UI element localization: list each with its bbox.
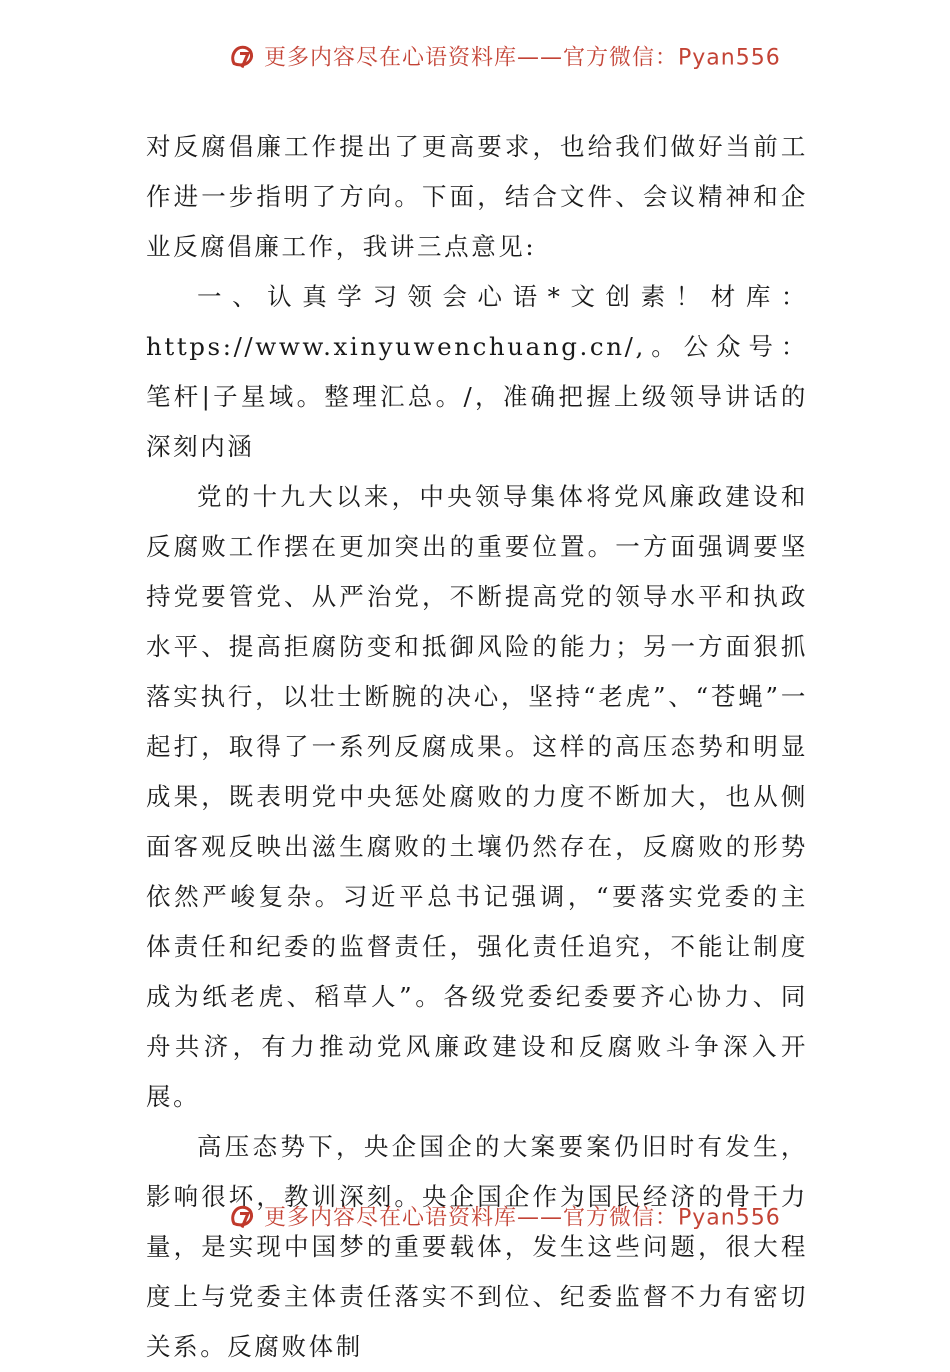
paragraph-body: 党的十九大以来，中央领导集体将党风廉政建设和反腐败工作摆在更加突出的重要位置。一方面强调要坚持党要管党、从严治党，不断提高党的领导水平和执政水平、提高拒腐防变和抵御风险的能力；另一方面狠抓落实执行，以壮士断腕的决心，坚持“老虎”、“苍蝇”一起打，取得了一系列反腐成果。这样的高压态势和明显成果，既表明党中央惩处腐败的力度不断加大，也从侧面客观反映出滋生腐败的土壤仍然存在，反腐败的形势依然严峻复杂。习近平总书记强调，“要落实党委的主体责任和纪委的监督责任，强化责任追究，不能让制度成为纸老虎、稻草人”。各级党委纪委要齐心协力、同舟共济，有力推动党风廉政建设和反腐败斗争深入开展。: [146, 482, 808, 1111]
footer-watermark-banner: [0, 1204, 950, 1240]
brand-logo-icon: [228, 44, 258, 71]
watermark-text: 更多内容尽在心语资料库——官方微信：Pyan556: [264, 1205, 781, 1231]
watermark-text: 更多内容尽在心语资料库——官方微信：Pyan556: [264, 45, 781, 71]
paragraph-intro: 对反腐倡廉工作提出了更高要求，也给我们做好当前工作进一步指明了方向。下面，结合文件、会议精神和企业反腐倡廉工作，我讲三点意见:: [146, 132, 808, 261]
brand-logo-icon: [228, 1204, 258, 1231]
section-heading: 一、认真学习领会心语*文创素！材库：https://www.xinyuwenchuang.cn/,。公众号：笔杆|子星域。整理汇总。/，准确把握上级领导讲话的深刻内涵: [146, 282, 808, 461]
document-body: [146, 122, 808, 1372]
header-watermark-banner: [0, 44, 950, 80]
paragraph-body: 高压态势下，央企国企的大案要案仍旧时有发生，影响很坏，教训深刻。央企国企作为国民经济的骨干力量，是实现中国梦的重要载体，发生这些问题，很大程度上与党委主体责任落实不到位、纪委监督不力有密切关系。反腐败体制: [146, 1132, 808, 1361]
